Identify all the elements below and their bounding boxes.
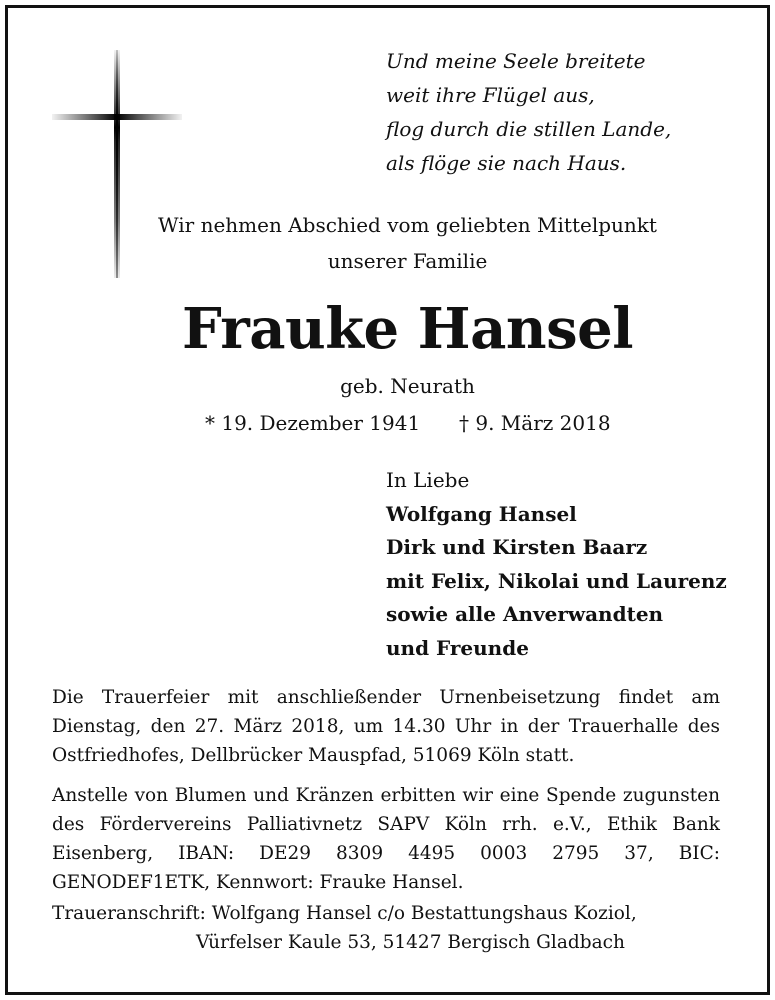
deceased-name: Frauke Hansel: [181, 296, 634, 362]
address-line-1: Traueranschrift: Wolfgang Hansel c/o Bestattungshaus Koziol,: [52, 903, 637, 924]
poem-line: als flöge sie nach Haus.: [386, 151, 627, 175]
mourner-name: mit Felix, Nikolai und Laurenz: [386, 568, 727, 593]
mourners-greeting: In Liebe: [386, 468, 470, 492]
cross-horizontal-beam: [52, 114, 182, 120]
poem-line: flog durch die stillen Lande,: [386, 117, 672, 141]
poem-line: Und meine Seele breitete: [386, 49, 646, 73]
birth-date: * 19. Dezember 1941: [205, 411, 421, 435]
donation-notice: Anstelle von Blumen und Kränzen erbitten wir eine Spende zugunsten des Fördervereins Palliativnetz SAPV Köln rrh. e.V., Ethik Bank Eisenberg, IBAN: DE29 8309 4495 0003 2795 37, BIC: GENODEF1ETK, Kennwort: Frauke Hansel.: [52, 785, 720, 893]
ceremony-notice: Die Trauerfeier mit anschließender Urnenbeisetzung findet am Dienstag, den 27. März 2018, um 14.30 Uhr in der Trauerhalle des Ostfriedhofes, Dellbrücker Mauspfad, 51069 Köln statt.: [52, 687, 720, 766]
farewell-intro: [0, 207, 775, 279]
poem: [386, 44, 671, 180]
poem-line: weit ihre Flügel aus,: [386, 83, 595, 107]
intro-line-2: unserer Familie: [327, 249, 488, 273]
intro-line-1: Wir nehmen Abschied vom geliebten Mittelpunkt: [158, 213, 657, 237]
mourner-name: Dirk und Kirsten Baarz: [386, 535, 648, 560]
address-line-2: Vürfelser Kaule 53, 51427 Bergisch Gladbach: [196, 932, 625, 953]
mourning-address: [52, 899, 637, 957]
mourner-name: sowie alle Anverwandten: [386, 602, 664, 627]
mourners-list: [386, 464, 727, 666]
death-date: † 9. März 2018: [459, 411, 611, 435]
mourner-name: und Freunde: [386, 635, 529, 660]
mourner-name: Wolfgang Hansel: [386, 501, 577, 526]
birth-name: geb. Neurath: [340, 374, 475, 398]
